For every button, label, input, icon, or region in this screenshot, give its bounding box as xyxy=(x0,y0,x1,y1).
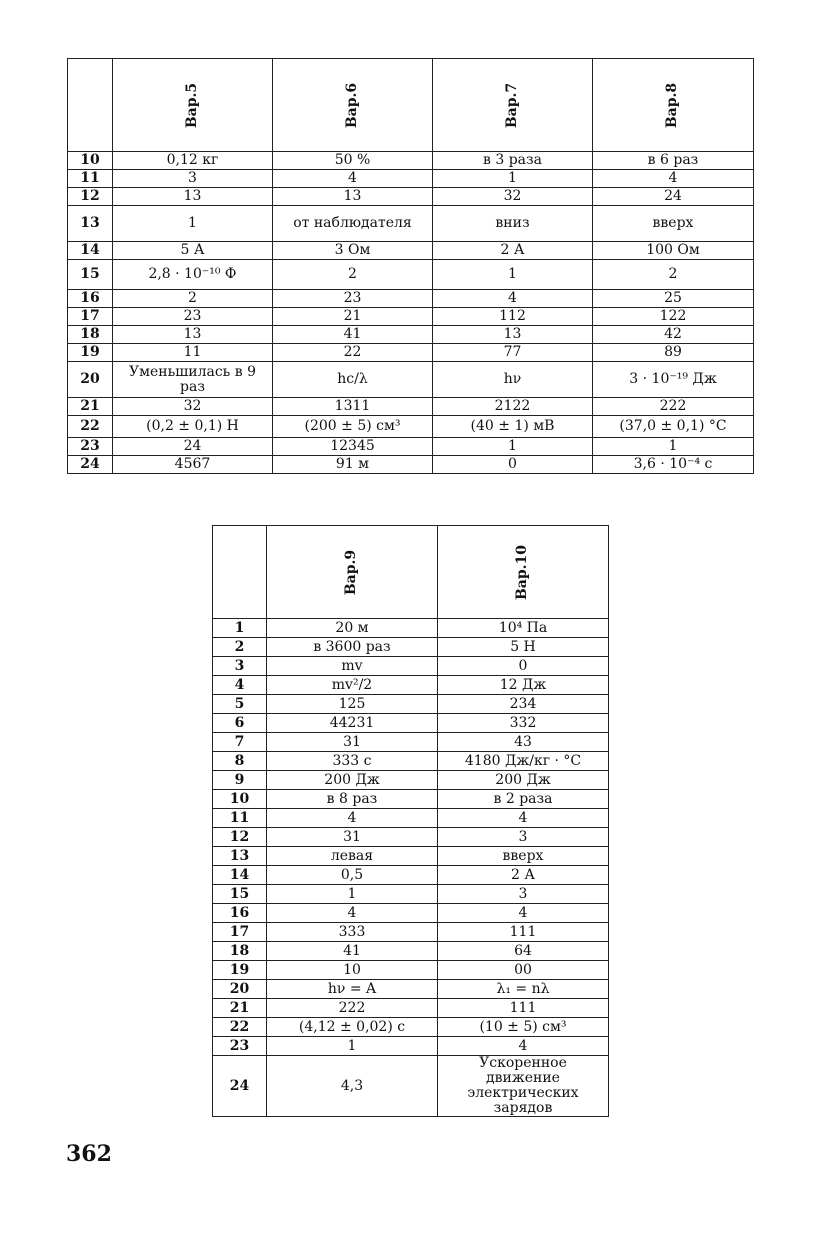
answer-cell: 42 xyxy=(593,326,754,344)
answer-cell: 24 xyxy=(593,188,754,206)
answer-cell: 32 xyxy=(433,188,593,206)
question-number-cell: 18 xyxy=(213,942,267,961)
header-corner xyxy=(68,59,113,152)
question-number-cell: 19 xyxy=(68,344,113,362)
answer-cell: в 8 раз xyxy=(267,790,438,809)
answer-cell: в 6 раз xyxy=(593,152,754,170)
answer-cell: левая xyxy=(267,847,438,866)
page-number: 362 xyxy=(66,1141,112,1167)
question-number-cell: 22 xyxy=(213,1018,267,1037)
table-row xyxy=(213,809,609,828)
answer-cell: в 3600 раз xyxy=(267,638,438,657)
question-number-cell: 24 xyxy=(68,456,113,474)
question-number-cell: 15 xyxy=(213,885,267,904)
answer-cell: 200 Дж xyxy=(267,771,438,790)
answer-cell: 1 xyxy=(267,1037,438,1056)
table-row xyxy=(213,1018,609,1037)
table-row xyxy=(213,752,609,771)
answer-cell: 2 xyxy=(113,290,273,308)
question-number-cell: 19 xyxy=(213,961,267,980)
table-row xyxy=(68,206,754,242)
answer-cell: 10 xyxy=(267,961,438,980)
answer-cell: 122 xyxy=(593,308,754,326)
table-row xyxy=(68,290,754,308)
question-number-cell: 17 xyxy=(68,308,113,326)
answer-cell: 4 xyxy=(273,170,433,188)
question-number-cell: 4 xyxy=(213,676,267,695)
answer-cell: в 3 раза xyxy=(433,152,593,170)
answer-cell: 11 xyxy=(113,344,273,362)
table-row xyxy=(213,980,609,999)
answer-cell: 12 Дж xyxy=(438,676,609,695)
answer-cell: 4180 Дж/кг · °С xyxy=(438,752,609,771)
answer-cell: 1 xyxy=(433,438,593,456)
answer-cell: 91 м xyxy=(273,456,433,474)
table-header-row xyxy=(213,526,609,619)
answer-cell: 4 xyxy=(438,904,609,923)
table-row xyxy=(213,657,609,676)
answer-cell: 4567 xyxy=(113,456,273,474)
answer-cell: 111 xyxy=(438,923,609,942)
answer-cell: 125 xyxy=(267,695,438,714)
table-row xyxy=(68,344,754,362)
header-corner xyxy=(213,526,267,619)
answer-cell: 0 xyxy=(433,456,593,474)
answer-cell: (40 ± 1) мВ xyxy=(433,416,593,438)
answer-cell: hν xyxy=(433,362,593,398)
answer-cell: 43 xyxy=(438,733,609,752)
answer-cell: 12345 xyxy=(273,438,433,456)
answer-cell: hc/λ xyxy=(273,362,433,398)
table-row xyxy=(213,866,609,885)
answer-cell: λ₁ = nλ xyxy=(438,980,609,999)
table-row xyxy=(213,828,609,847)
question-number-cell: 3 xyxy=(213,657,267,676)
answer-cell: 2 xyxy=(593,260,754,290)
answer-cell: 64 xyxy=(438,942,609,961)
answer-cell: 4 xyxy=(438,809,609,828)
table-row xyxy=(68,188,754,206)
table-row xyxy=(68,416,754,438)
answer-cell: 25 xyxy=(593,290,754,308)
answer-cell: 2 xyxy=(273,260,433,290)
question-number-cell: 10 xyxy=(213,790,267,809)
question-number-cell: 9 xyxy=(213,771,267,790)
question-number-cell: 23 xyxy=(213,1037,267,1056)
answer-cell: (200 ± 5) см³ xyxy=(273,416,433,438)
question-number-cell: 20 xyxy=(213,980,267,999)
answer-cell: 4 xyxy=(267,904,438,923)
table-row xyxy=(68,398,754,416)
answer-cell: 100 Ом xyxy=(593,242,754,260)
answer-cell: 1 xyxy=(593,438,754,456)
question-number-cell: 7 xyxy=(213,733,267,752)
header-variant-9: Вар.9 xyxy=(267,526,438,619)
table-header-row xyxy=(68,59,754,152)
table-row xyxy=(68,242,754,260)
answer-cell: 3 xyxy=(113,170,273,188)
answer-cell: от наблюдателя xyxy=(273,206,433,242)
answer-cell: 32 xyxy=(113,398,273,416)
answers-table-variants-9-10 xyxy=(212,525,609,1117)
answer-cell: (10 ± 5) см³ xyxy=(438,1018,609,1037)
answer-cell: 89 xyxy=(593,344,754,362)
answers-table-variants-5-8 xyxy=(67,58,754,474)
answer-cell: 31 xyxy=(267,828,438,847)
table-row xyxy=(68,326,754,344)
table-row xyxy=(213,790,609,809)
answer-cell: 41 xyxy=(267,942,438,961)
answer-cell: 2,8 · 10⁻¹⁰ Ф xyxy=(113,260,273,290)
answer-cell: 13 xyxy=(113,188,273,206)
answer-cell: Ускоренное движение электрических зарядов xyxy=(438,1056,609,1117)
answer-cell: 333 с xyxy=(267,752,438,771)
table-row xyxy=(213,1056,609,1117)
answer-cell: 20 м xyxy=(267,619,438,638)
answer-cell: вниз xyxy=(433,206,593,242)
answer-cell: 3 xyxy=(438,828,609,847)
answer-cell: 0 xyxy=(438,657,609,676)
table-row xyxy=(213,619,609,638)
question-number-cell: 13 xyxy=(213,847,267,866)
table-row xyxy=(213,638,609,657)
table-row xyxy=(213,847,609,866)
answer-cell: 333 xyxy=(267,923,438,942)
question-number-cell: 14 xyxy=(213,866,267,885)
table-row xyxy=(213,676,609,695)
answer-cell: 4,3 xyxy=(267,1056,438,1117)
answer-cell: 41 xyxy=(273,326,433,344)
answer-cell: 1 xyxy=(267,885,438,904)
answer-cell: 222 xyxy=(593,398,754,416)
table-row xyxy=(213,1037,609,1056)
answer-cell: 3 Ом xyxy=(273,242,433,260)
question-number-cell: 12 xyxy=(213,828,267,847)
answer-cell: 00 xyxy=(438,961,609,980)
table-row xyxy=(68,438,754,456)
header-variant-8: Вар.8 xyxy=(593,59,754,152)
question-number-cell: 10 xyxy=(68,152,113,170)
answer-cell: hν = A xyxy=(267,980,438,999)
answer-cell: 2 А xyxy=(433,242,593,260)
answer-cell: 44231 xyxy=(267,714,438,733)
question-number-cell: 21 xyxy=(68,398,113,416)
question-number-cell: 6 xyxy=(213,714,267,733)
answer-cell: (0,2 ± 0,1) Н xyxy=(113,416,273,438)
question-number-cell: 12 xyxy=(68,188,113,206)
answer-cell: 332 xyxy=(438,714,609,733)
table-row xyxy=(213,999,609,1018)
answer-cell: 4 xyxy=(267,809,438,828)
answer-cell: 13 xyxy=(113,326,273,344)
answer-cell: вверх xyxy=(593,206,754,242)
answer-cell: 1 xyxy=(433,170,593,188)
table-row xyxy=(213,714,609,733)
question-number-cell: 11 xyxy=(213,809,267,828)
question-number-cell: 13 xyxy=(68,206,113,242)
question-number-cell: 17 xyxy=(213,923,267,942)
question-number-cell: 21 xyxy=(213,999,267,1018)
answer-cell: mv²/2 xyxy=(267,676,438,695)
answer-cell: (4,12 ± 0,02) с xyxy=(267,1018,438,1037)
table-row xyxy=(68,308,754,326)
table-row xyxy=(68,456,754,474)
answer-cell: 5 А xyxy=(113,242,273,260)
answer-cell: 10⁴ Па xyxy=(438,619,609,638)
answer-cell: 4 xyxy=(433,290,593,308)
table-row xyxy=(213,771,609,790)
answer-cell: 23 xyxy=(273,290,433,308)
answer-cell: 200 Дж xyxy=(438,771,609,790)
answer-cell: вверх xyxy=(438,847,609,866)
question-number-cell: 20 xyxy=(68,362,113,398)
answer-cell: 0,12 кг xyxy=(113,152,273,170)
question-number-cell: 5 xyxy=(213,695,267,714)
table-row xyxy=(213,942,609,961)
question-number-cell: 24 xyxy=(213,1056,267,1117)
answer-cell: 23 xyxy=(113,308,273,326)
question-number-cell: 16 xyxy=(213,904,267,923)
answer-cell: 234 xyxy=(438,695,609,714)
answer-cell: 77 xyxy=(433,344,593,362)
answer-cell: Уменьшилась в 9 раз xyxy=(113,362,273,398)
answer-cell: 222 xyxy=(267,999,438,1018)
question-number-cell: 1 xyxy=(213,619,267,638)
answer-cell: 3 xyxy=(438,885,609,904)
table-row xyxy=(68,170,754,188)
answer-cell: 111 xyxy=(438,999,609,1018)
table-row xyxy=(213,904,609,923)
table-row xyxy=(213,961,609,980)
table-row xyxy=(213,733,609,752)
answer-cell: 24 xyxy=(113,438,273,456)
answer-cell: 3,6 · 10⁻⁴ с xyxy=(593,456,754,474)
question-number-cell: 14 xyxy=(68,242,113,260)
table-row xyxy=(213,885,609,904)
question-number-cell: 23 xyxy=(68,438,113,456)
answer-cell: 0,5 xyxy=(267,866,438,885)
question-number-cell: 2 xyxy=(213,638,267,657)
question-number-cell: 22 xyxy=(68,416,113,438)
answer-cell: 1 xyxy=(433,260,593,290)
answer-cell: 5 Н xyxy=(438,638,609,657)
header-variant-7: Вар.7 xyxy=(433,59,593,152)
question-number-cell: 11 xyxy=(68,170,113,188)
answer-cell: 112 xyxy=(433,308,593,326)
table-row xyxy=(213,695,609,714)
header-variant-10: Вар.10 xyxy=(438,526,609,619)
header-variant-5: Вар.5 xyxy=(113,59,273,152)
answer-cell: 1311 xyxy=(273,398,433,416)
answer-cell: 2122 xyxy=(433,398,593,416)
header-variant-6: Вар.6 xyxy=(273,59,433,152)
table-row xyxy=(213,923,609,942)
answer-cell: (37,0 ± 0,1) °С xyxy=(593,416,754,438)
answer-cell: 2 А xyxy=(438,866,609,885)
answer-cell: mv xyxy=(267,657,438,676)
answer-cell: 21 xyxy=(273,308,433,326)
answer-cell: 50 % xyxy=(273,152,433,170)
answer-cell: 4 xyxy=(438,1037,609,1056)
answer-cell: 31 xyxy=(267,733,438,752)
answer-cell: 13 xyxy=(433,326,593,344)
question-number-cell: 16 xyxy=(68,290,113,308)
answer-cell: 3 · 10⁻¹⁹ Дж xyxy=(593,362,754,398)
answer-cell: в 2 раза xyxy=(438,790,609,809)
answer-cell: 13 xyxy=(273,188,433,206)
answer-cell: 22 xyxy=(273,344,433,362)
question-number-cell: 8 xyxy=(213,752,267,771)
answer-cell: 1 xyxy=(113,206,273,242)
table-row xyxy=(68,362,754,398)
table-row xyxy=(68,152,754,170)
question-number-cell: 18 xyxy=(68,326,113,344)
question-number-cell: 15 xyxy=(68,260,113,290)
table-row xyxy=(68,260,754,290)
answer-cell: 4 xyxy=(593,170,754,188)
